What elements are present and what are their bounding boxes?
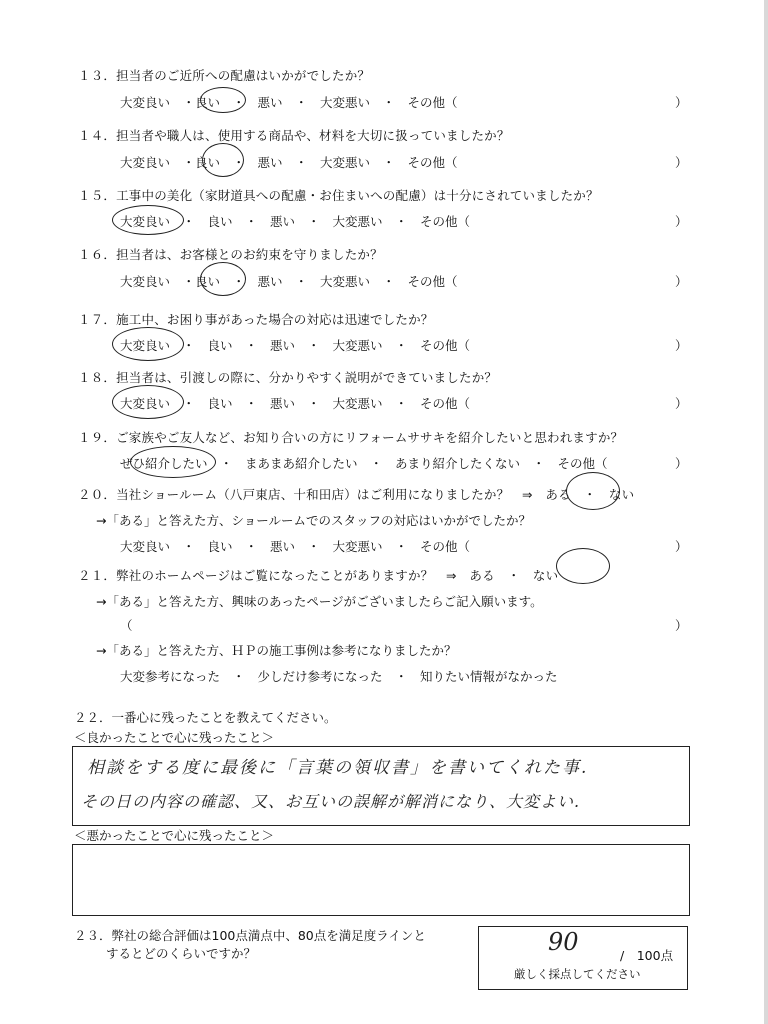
answer-circle-21 bbox=[556, 548, 610, 584]
question-18: １８．担当者は、引渡しの際に、分かりやすく説明ができていましたか？ bbox=[78, 370, 498, 385]
good-memory-box[interactable] bbox=[72, 746, 690, 826]
answer-circle-19 bbox=[130, 446, 216, 478]
question-13: １３．担当者のご近所への配慮はいかがでしたか？ bbox=[78, 68, 371, 83]
question-21-followup-2: →「ある」と答えた方、ＨＰの施工事例は参考になりましたか？ bbox=[96, 643, 457, 658]
open-paren: （ bbox=[120, 618, 133, 633]
question-20: ２０．当社ショールーム（八戸東店、十和田店）はご利用になりましたか？ ⇒ ある ・ ない bbox=[78, 487, 635, 502]
answer-options-15: 大変良い ・ 良い ・ 悪い ・ 大変悪い ・ その他（ bbox=[120, 214, 471, 229]
answer-options-14: 大変良い ・良い ・ 悪い ・ 大変悪い ・ その他（ bbox=[120, 155, 458, 170]
answer-circle-13 bbox=[200, 87, 246, 113]
close-paren: ） bbox=[675, 95, 688, 110]
bad-memory-label: ＜悪かったことで心に残ったこと＞ bbox=[74, 828, 275, 843]
question-16: １６．担当者は、お客様とのお約束を守りましたか？ bbox=[78, 247, 383, 262]
close-paren: ） bbox=[675, 155, 688, 170]
close-paren: ） bbox=[675, 214, 688, 229]
good-memory-label: ＜良かったことで心に残ったこと＞ bbox=[74, 730, 275, 745]
question-21-followup-1: →「ある」と答えた方、興味のあったページがございましたらご記入願います。 bbox=[96, 594, 543, 609]
answer-options-20-followup: 大変良い ・ 良い ・ 悪い ・ 大変悪い ・ その他（ bbox=[120, 539, 471, 554]
close-paren: ） bbox=[675, 338, 688, 353]
answer-circle-15 bbox=[112, 205, 184, 235]
close-paren: ） bbox=[675, 396, 688, 411]
question-14: １４．担当者や職人は、使用する商品や、材料を大切に扱っていましたか？ bbox=[78, 128, 510, 143]
answer-circle-14 bbox=[202, 143, 244, 177]
answer-options-21-followup: 大変参考になった ・ 少しだけ参考になった ・ 知りたい情報がなかった bbox=[120, 669, 558, 684]
handwritten-good-line-2: その日の内容の確認、又、お互いの誤解が解消になり、大変よい. bbox=[81, 792, 581, 811]
close-paren: ） bbox=[675, 539, 688, 554]
scan-edge bbox=[764, 0, 768, 1024]
answer-options-13: 大変良い ・良い ・ 悪い ・ 大変悪い ・ その他（ bbox=[120, 95, 458, 110]
score-unit: / 100点 bbox=[620, 948, 674, 963]
question-23-line-2: するとどのくらいですか？ bbox=[106, 946, 257, 961]
close-paren: ） bbox=[675, 618, 688, 633]
score-note: 厳しく採点してください bbox=[514, 967, 641, 981]
question-21: ２１．弊社のホームページはご覧になったことがありますか？ ⇒ ある ・ ない bbox=[78, 568, 559, 583]
question-19: １９．ご家族やご友人など、お知り合いの方にリフォームササキを紹介したいと思われますか？ bbox=[78, 430, 624, 445]
question-15: １５．工事中の美化（家財道具への配慮・お住まいへの配慮）は十分にされていましたか？ bbox=[78, 188, 599, 203]
handwritten-good-line-1: 相談をする度に最後に「言葉の領収書」を書いてくれた事. bbox=[87, 758, 589, 778]
question-23-line-1: ２３．弊社の総合評価は100点満点中、80点を満足度ラインと bbox=[74, 928, 426, 943]
answer-circle-20 bbox=[566, 472, 620, 510]
question-22: ２２．一番心に残ったことを教えてください。 bbox=[74, 710, 337, 725]
question-17: １７．施工中、お困り事があった場合の対応は迅速でしたか？ bbox=[78, 312, 434, 327]
answer-options-19: ぜひ紹介したい ・ まあまあ紹介したい ・ あまり紹介したくない ・ その他（ bbox=[120, 456, 608, 471]
answer-circle-16 bbox=[200, 262, 246, 296]
question-20-followup: →「ある」と答えた方、ショールームでのスタッフの対応はいかがでしたか？ bbox=[96, 513, 531, 528]
answer-options-18: 大変良い ・ 良い ・ 悪い ・ 大変悪い ・ その他（ bbox=[120, 396, 471, 411]
answer-options-17: 大変良い ・ 良い ・ 悪い ・ 大変悪い ・ その他（ bbox=[120, 338, 471, 353]
close-paren: ） bbox=[675, 274, 688, 289]
bad-memory-box[interactable] bbox=[72, 844, 690, 916]
close-paren: ） bbox=[675, 456, 688, 471]
answer-circle-17 bbox=[112, 327, 184, 361]
handwritten-score: 90 bbox=[548, 928, 579, 956]
answer-options-16: 大変良い ・良い ・ 悪い ・ 大変悪い ・ その他（ bbox=[120, 274, 458, 289]
answer-circle-18 bbox=[112, 385, 184, 419]
